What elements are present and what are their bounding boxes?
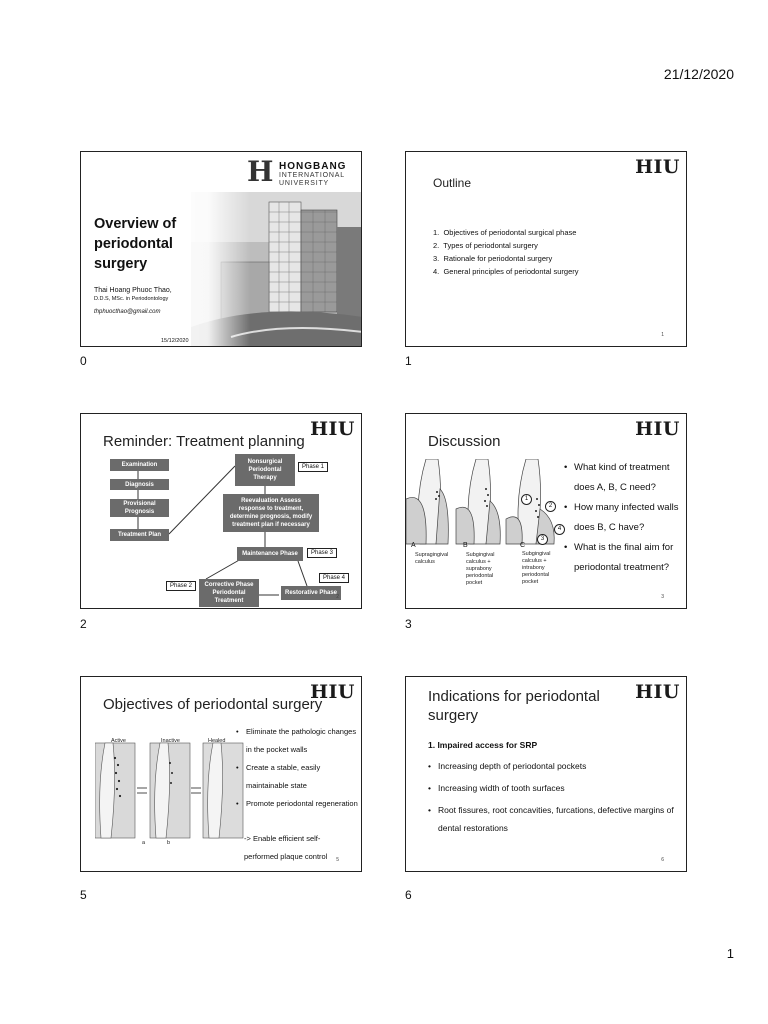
bullet: • How many infected walls does B, C have? — [564, 498, 687, 538]
label-b: B — [463, 542, 468, 549]
tag-phase-3: Phase 3 — [307, 548, 337, 558]
author-name: Thai Hoang Phuoc Thao, — [94, 287, 172, 294]
bullet: • What kind of treatment does A, B, C need? — [564, 458, 687, 498]
tag-phase-2: Phase 2 — [166, 581, 196, 591]
hiu-logo: HIU — [635, 418, 680, 440]
bullet: • Eliminate the pathologic changes in the pocket walls — [236, 723, 358, 759]
label-c: C — [520, 542, 526, 549]
marker-1: 1 — [521, 494, 532, 505]
slide-title: Reminder: Treatment planning — [103, 433, 305, 450]
label-m-left: a — [142, 840, 146, 846]
label-m-right: b — [167, 840, 171, 846]
slide-date: 15/12/2020 — [161, 338, 189, 344]
hiu-logo: HIU — [310, 681, 355, 703]
outline-item: 1. Objectives of periodontal surgical phase — [433, 228, 577, 237]
slide-page-number: 5 — [336, 857, 339, 863]
slide-index-2: 2 — [80, 617, 87, 631]
box-maintenance: Maintenance Phase — [237, 547, 303, 561]
outline-item: 2. Types of periodontal surgery — [433, 241, 538, 250]
box-nonsurgical: Nonsurgical Periodontal Therapy — [235, 454, 295, 486]
slide-title: Objectives of periodontal surgery — [103, 696, 323, 713]
bullet: • Increasing depth of periodontal pockets — [428, 757, 678, 775]
outline-item: 3. Rationale for periodontal surgery — [433, 254, 553, 263]
hiu-logo: HIU — [635, 681, 680, 703]
slide-0[interactable] — [80, 151, 362, 347]
marker-2: 2 — [545, 501, 556, 512]
logo-subtitle-1: INTERNATIONAL — [279, 172, 345, 179]
objective-bullets — [236, 723, 358, 813]
healing-illustration — [95, 733, 245, 843]
box-reevaluation: Reevaluation Assess response to treatment, determine prognosis, modify treatment plan if necessary — [223, 494, 319, 532]
logo-name: HONGBANG — [279, 161, 347, 172]
slide-index-0: 0 — [80, 354, 87, 368]
marker-4: 4 — [554, 524, 565, 535]
bullet: • Root fissures, root concavities, furcations, defective margins of dental restorations — [428, 801, 678, 837]
hiu-logo: HIU — [310, 418, 355, 440]
slide-6[interactable] — [405, 676, 687, 872]
marker-3: 3 — [537, 534, 548, 545]
hiu-logo: HIU — [635, 156, 680, 178]
bullet: • Create a stable, easily maintainable state — [236, 759, 358, 795]
bullet: • Promote periodontal regeneration — [236, 795, 358, 813]
bullet: • Increasing width of tooth surfaces — [428, 779, 678, 797]
slide-index-3: 3 — [405, 617, 412, 631]
tag-phase-4: Phase 4 — [319, 573, 349, 583]
bullet: • What is the final aim for periodontal treatment? — [564, 538, 687, 578]
slide-page-number: 6 — [661, 857, 664, 863]
hiu-logo-mark: H — [247, 155, 274, 188]
indication-bullets — [428, 757, 678, 837]
slide-title: Indications for periodontal surgery — [428, 688, 600, 724]
slide-title: Discussion — [428, 433, 501, 450]
box-provisional-prognosis: Provisional Prognosis — [110, 499, 169, 517]
title-line-2: periodontal — [94, 236, 173, 252]
box-diagnosis: Diagnosis — [110, 479, 169, 490]
slide-5[interactable] — [80, 676, 362, 872]
author-email: thphuocthao@gmail.com — [94, 309, 161, 315]
label-active: Active — [111, 738, 126, 744]
box-restorative: Restorative Phase — [281, 586, 341, 600]
slide-3[interactable] — [405, 413, 687, 609]
caption-c: Subgingival calculus + intrabony periodontal pocket — [522, 551, 551, 585]
discussion-bullets — [564, 458, 687, 578]
tag-phase-1: Phase 1 — [298, 462, 328, 472]
slide-index-5: 5 — [80, 888, 87, 902]
title-line-3: surgery — [94, 256, 148, 272]
caption-b: Subgingival calculus + suprabony periodontal pocket — [466, 552, 495, 586]
logo-subtitle-2: UNIVERSITY — [279, 180, 330, 187]
page-date: 21/12/2020 — [663, 66, 734, 82]
box-corrective: Corrective Phase Periodontal Treatment — [199, 579, 259, 607]
subheading: 1. Impaired access for SRP — [428, 740, 538, 750]
title-line-1: Overview of — [94, 216, 177, 232]
caption-a: Supragingival calculus — [415, 552, 449, 565]
slide-2[interactable] — [80, 413, 362, 609]
slide-page-number: 3 — [661, 594, 664, 600]
slide-page-number: 1 — [661, 332, 664, 338]
page-number: 1 — [726, 946, 734, 961]
slide-page-number: 2 — [336, 594, 339, 600]
label-a: A — [411, 542, 416, 549]
slide-index-6: 6 — [405, 888, 412, 902]
outline-item: 4. General principles of periodontal surgery — [433, 267, 579, 276]
slide-1[interactable] — [405, 151, 687, 347]
outline-list — [433, 226, 579, 278]
slide-index-1: 1 — [405, 354, 412, 368]
label-healed: Healed — [208, 738, 226, 744]
slide-title: Outline — [433, 176, 472, 190]
box-treatment-plan: Treatment Plan — [110, 529, 169, 541]
label-inactive: Inactive — [161, 738, 180, 744]
author-credentials: D.D.S, MSc. in Periodontology — [94, 296, 169, 302]
arrow-note: -> Enable efficient self-performed plaque control — [244, 834, 328, 861]
box-examination: Examination — [110, 459, 169, 471]
